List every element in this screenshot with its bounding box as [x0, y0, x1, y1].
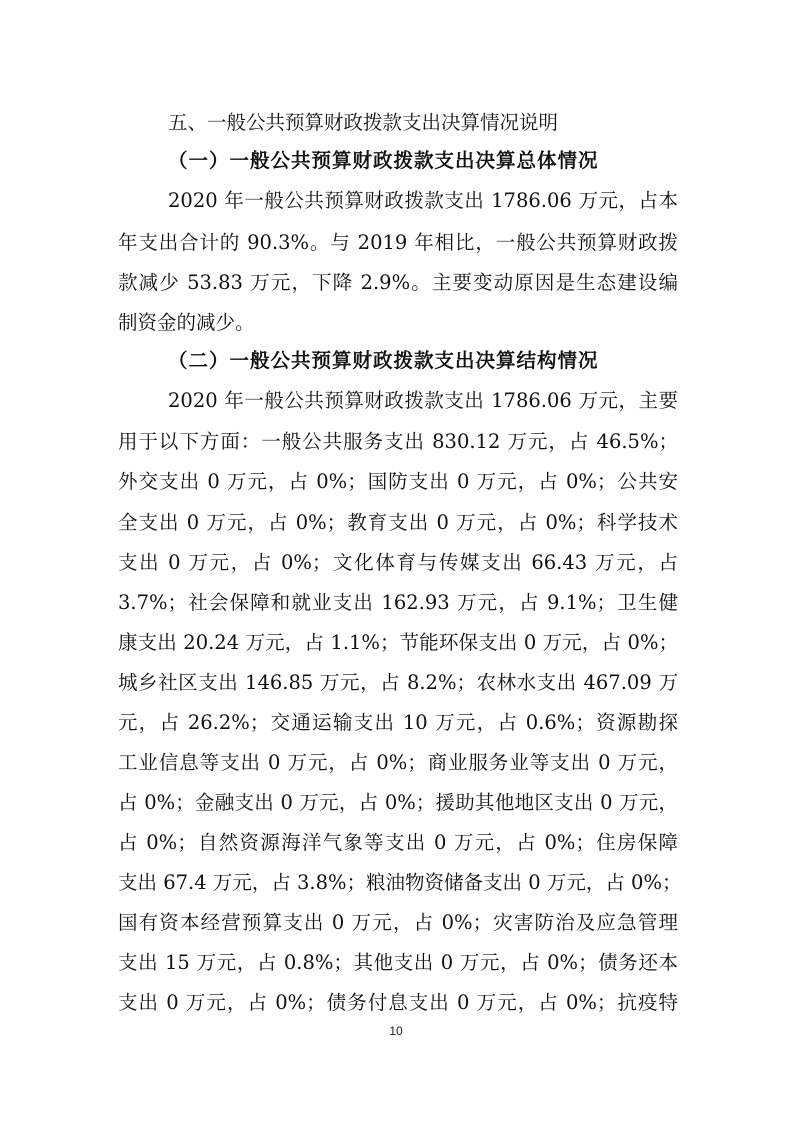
paragraph-line: 款减少 53.83 万元，下降 2.9%。主要变动原因是生态建设编 [118, 271, 678, 294]
page-number: 10 [389, 1024, 403, 1038]
paragraph-line: 支出 0 万元，占 0%；债务付息支出 0 万元，占 0%；抗疫特 [118, 991, 678, 1014]
paragraph-line: 康支出 20.24 万元，占 1.1%；节能环保支出 0 万元，占 0%； [118, 631, 678, 654]
paragraph-line: 2020 年一般公共预算财政拨款支出 1786.06 万元，占本 [168, 189, 678, 212]
paragraph-line: 工业信息等支出 0 万元，占 0%；商业服务业等支出 0 万元， [118, 751, 678, 774]
subsection-2-heading: （二）一般公共预算财政拨款支出决算结构情况 [168, 349, 599, 372]
subsection-1-heading: （一）一般公共预算财政拨款支出决算总体情况 [168, 149, 599, 172]
paragraph-line: 元，占 26.2%；交通运输支出 10 万元，占 0.6%；资源勘探 [118, 711, 678, 734]
paragraph-line: 支出 67.4 万元，占 3.8%；粮油物资储备支出 0 万元，占 0%； [118, 871, 682, 894]
paragraph-line: 2020 年一般公共预算财政拨款支出 1786.06 万元，主要 [168, 389, 678, 412]
paragraph-line: 支出 0 万元，占 0%；文化体育与传媒支出 66.43 万元，占 [118, 551, 678, 574]
paragraph-line: 全支出 0 万元，占 0%；教育支出 0 万元，占 0%；科学技术 [118, 511, 678, 534]
paragraph-line: 外交支出 0 万元，占 0%；国防支出 0 万元，占 0%；公共安 [118, 470, 678, 493]
paragraph-line: 3.7%；社会保障和就业支出 162.93 万元，占 9.1%；卫生健 [118, 591, 678, 614]
paragraph-line: 制资金的减少。 [118, 311, 255, 334]
paragraph-line: 支出 15 万元，占 0.8%；其他支出 0 万元，占 0%；债务还本 [118, 951, 678, 974]
paragraph-line: 城乡社区支出 146.85 万元，占 8.2%；农林水支出 467.09 万 [118, 671, 678, 694]
paragraph-line: 占 0%；自然资源海洋气象等支出 0 万元，占 0%；住房保障 [118, 831, 678, 854]
paragraph-line: 年支出合计的 90.3%。与 2019 年相比，一般公共预算财政拨 [118, 231, 678, 254]
paragraph-line: 用于以下方面：一般公共服务支出 830.12 万元，占 46.5%； [118, 430, 678, 453]
section-title: 五、一般公共预算财政拨款支出决算情况说明 [168, 111, 559, 134]
paragraph-line: 占 0%；金融支出 0 万元，占 0%；援助其他地区支出 0 万元， [118, 791, 678, 814]
paragraph-line: 国有资本经营预算支出 0 万元，占 0%；灾害防治及应急管理 [118, 911, 678, 934]
